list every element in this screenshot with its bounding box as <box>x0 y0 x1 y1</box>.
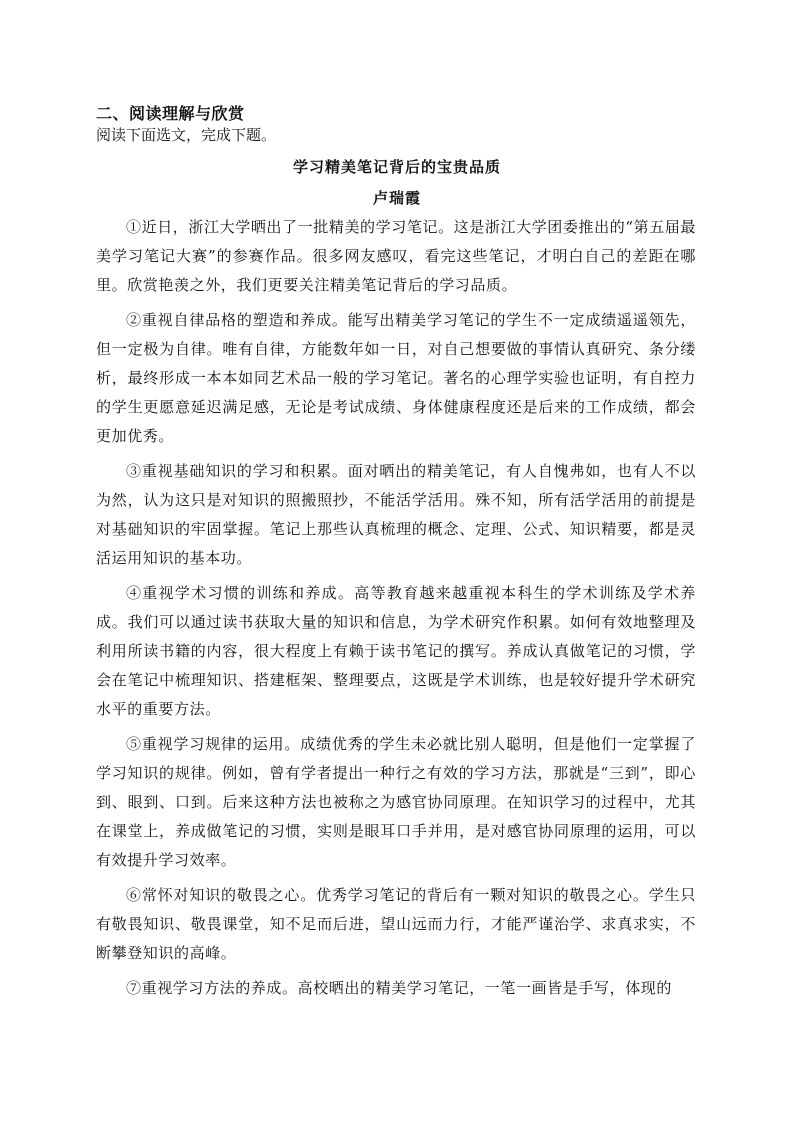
section-title: 二、阅读理解与欣赏 <box>96 104 245 123</box>
paragraph-2: ②重视自律品格的塑造和养成。能写出精美学习笔记的学生不一定成绩遥遥领先，但一定极为自律。唯有自律，方能数年如一日，对自己想要做的事情认真研究、条分缕析，最终形成一本本如同艺术品一般的学习笔记。著名的心理学实验也证明，有自控力的学生更愿意延迟满足感，无论是考试成绩、身体健康程度还是后来的工作成绩，都会更加优秀。 <box>96 311 696 445</box>
article-author: 卢瑞霞 <box>372 189 421 207</box>
paragraph-3: ③重视基础知识的学习和积累。面对晒出的精美笔记，有人自愧弗如，也有人不以为然，认为这只是对知识的照搬照抄，不能活学活用。殊不知，所有活学活用的前提是对基础知识的牢固掌握。笔记上那些认真梳理的概念、定理、公式、知识精要，都是灵活运用知识的基本功。 <box>96 462 696 567</box>
paragraph-7: ⑦重视学习方法的养成。高校晒出的精美学习笔记，一笔一画皆是手写，体现的 <box>126 979 673 997</box>
paragraph-1: ①近日，浙江大学晒出了一批精美的学习笔记。这是浙江大学团委推出的“第五届最美学习笔记大赛”的参赛作品。很多网友感叹，看完这些笔记，才明白自己的差距在哪里。欣赏艳羡之外，我们更要关注精美笔记背后的学习品质。 <box>96 218 696 294</box>
paragraph-6: ⑥常怀对知识的敬畏之心。优秀学习笔记的背后有一颗对知识的敬畏之心。学生只有敬畏知识、敬畏课堂，知不足而后进，望山远而力行，才能严谨治学、求真求实，不断攀登知识的高峰。 <box>96 886 696 962</box>
paragraph-5: ⑤重视学习规律的运用。成绩优秀的学生未必就比别人聪明，但是他们一定掌握了学习知识的规律。例如，曾有学者提出一种行之有效的学习方法，那就是“三到”，即心到、眼到、口到。后来这种方法也被称之为感官协同原理。在知识学习的过程中，尤其在课堂上，养成做笔记的习惯，实则是眼耳口手并用，是对感官协同原理的运用，可以有效提升学习效率。 <box>96 735 696 869</box>
article-body <box>96 213 696 1009</box>
paragraph-4: ④重视学术习惯的训练和养成。高等教育越来越重视本科生的学术训练及学术养成。我们可以通过读书获取大量的知识和信息，为学术研究作积累。如何有效地整理及利用所读书籍的内容，很大程度上有赖于读书笔记的撰写。养成认真做笔记的习惯，学会在笔记中梳理知识、搭建框架、整理要点，这既是学术训练，也是较好提升学术研究水平的重要方法。 <box>96 584 696 718</box>
instruction-text: 阅读下面选文，完成下题。 <box>96 126 277 144</box>
article-title: 学习精美笔记背后的宝贵品质 <box>292 158 501 176</box>
